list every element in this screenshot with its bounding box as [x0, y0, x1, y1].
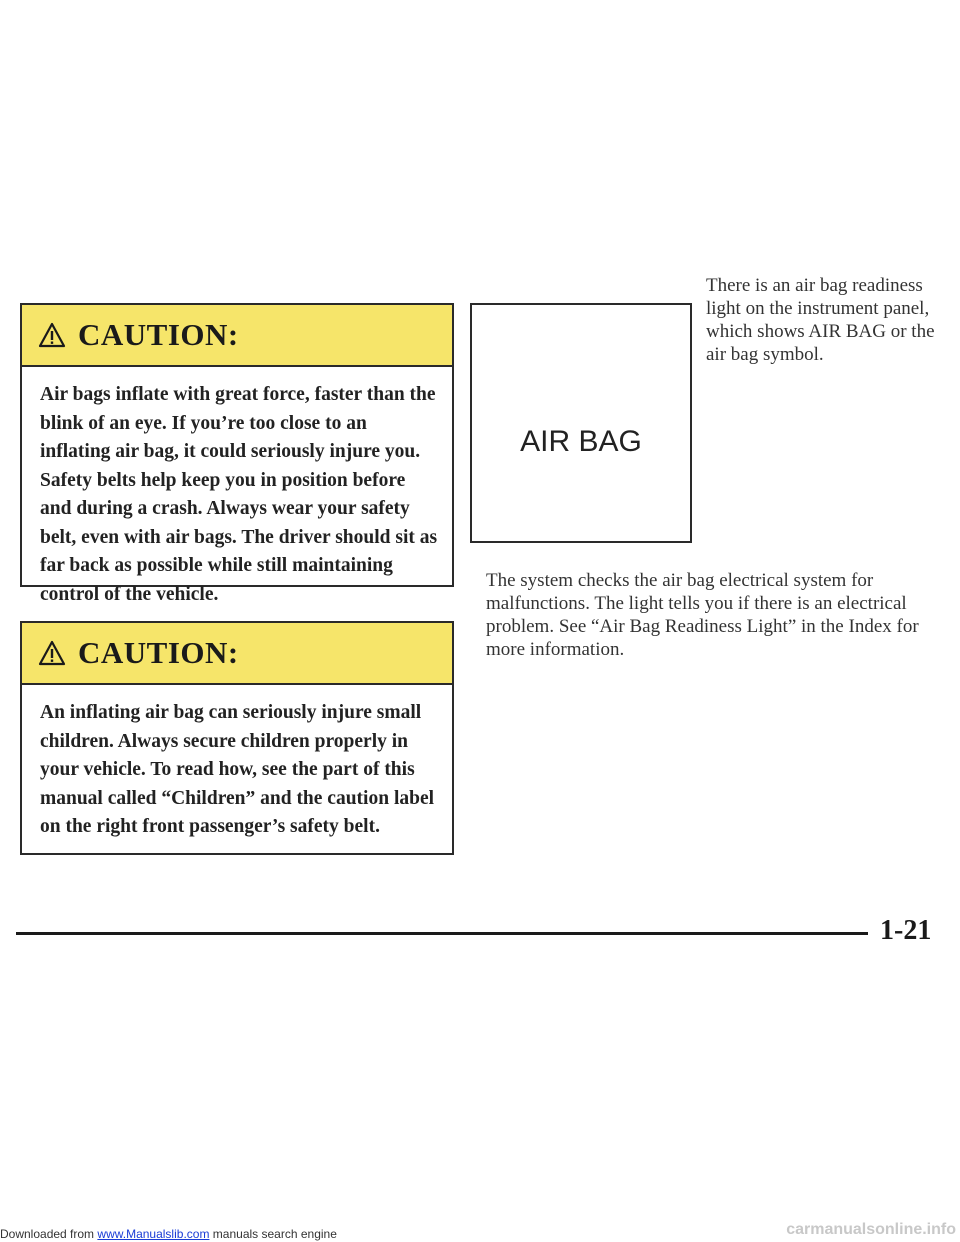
air-bag-indicator-illustration: [470, 303, 692, 543]
page-number: 1-21: [880, 915, 932, 946]
footer-prefix: Downloaded from: [0, 1227, 95, 1241]
readiness-light-description: There is an air bag readiness light on the instrument panel, which shows AIR BAG or the air bag symbol.: [706, 275, 935, 365]
caution-header: [22, 305, 452, 367]
caution-text: Air bags inflate with great force, faster than the blink of an eye. If you’re too close to an inflating air bag, it could seriously injure you. Safety belts help keep you in position before and during a crash. Always wear your safety belt, even with air bags. The driver should sit as far back as possible while still maintaining control of the vehicle.: [40, 384, 438, 605]
warning-triangle-icon: [38, 322, 66, 348]
caution-text: An inflating air bag can seriously injure small children. Always secure children properly in your vehicle. To read how, see the part of this manual called “Children” and the caution label on the right front passenger’s safety belt.: [40, 702, 435, 837]
caution-title: CAUTION:: [78, 635, 239, 670]
download-footer: [0, 1227, 337, 1241]
system-check-paragraph: The system checks the air bag electrical system for malfunctions. The light tells you if there is an electrical problem. See “Air Bag Readiness Light” in the Index for more information.: [486, 570, 919, 660]
caution-title: CAUTION:: [78, 317, 239, 352]
manualslib-link[interactable]: www.Manualslib.com: [97, 1227, 210, 1241]
watermark: carmanualsonline.info: [786, 1221, 956, 1238]
footer-suffix: manuals search engine: [212, 1227, 337, 1241]
caution-box-air-bag-force: [20, 303, 454, 605]
caution-box-children: [20, 621, 454, 855]
caution-header: [22, 623, 452, 685]
footer-rule: [16, 932, 868, 935]
air-bag-indicator-label: AIR BAG: [520, 425, 642, 458]
warning-triangle-icon: [38, 640, 66, 666]
